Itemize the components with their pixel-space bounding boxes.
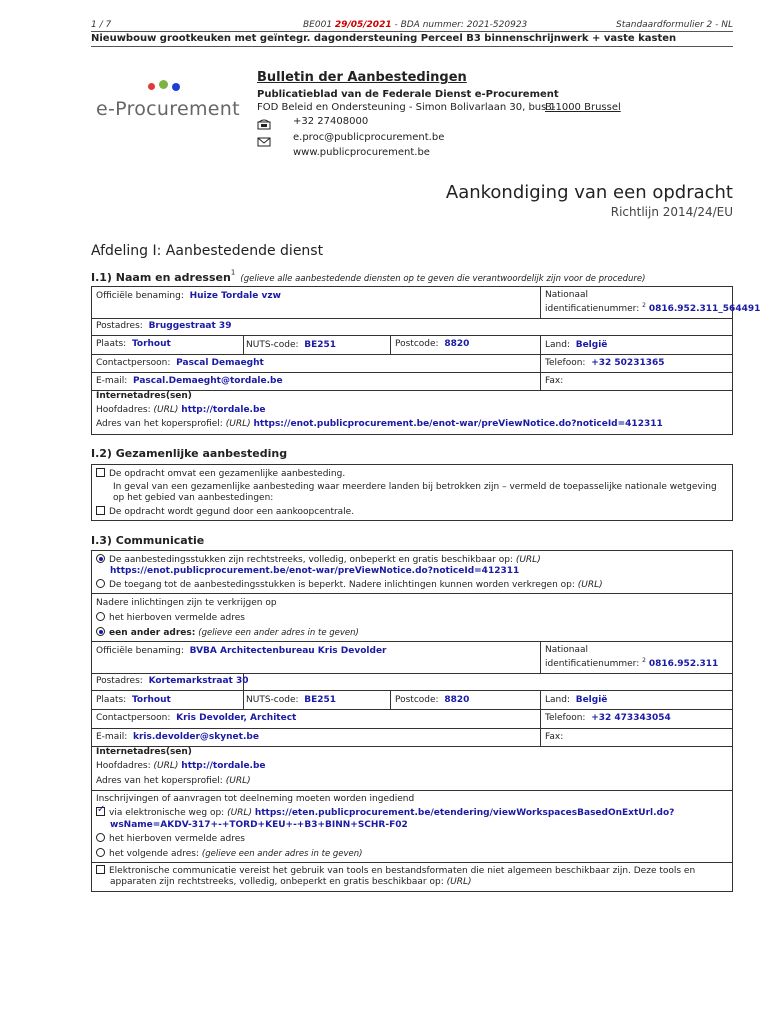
zip2-value: 8820 bbox=[444, 695, 470, 705]
url-tag: (URL) bbox=[153, 761, 179, 771]
country2-value: België bbox=[575, 695, 608, 705]
nat2-value: 0816.952.311 bbox=[648, 659, 719, 669]
header-divider bbox=[91, 31, 733, 32]
publisher-website[interactable]: www.publicprocurement.be bbox=[293, 147, 430, 158]
name-label: Officiële benaming: bbox=[96, 291, 184, 301]
comm-label-1: De aanbestedingsstukken zijn rechtstreeks, volledig, onbeperkt en gratis beschikbaar op: bbox=[109, 555, 513, 565]
tel2-field bbox=[545, 713, 671, 723]
city2-field bbox=[96, 695, 171, 705]
nuts2-label: NUTS-code: bbox=[246, 695, 299, 705]
info-option-2[interactable] bbox=[96, 627, 359, 638]
url-tag: (URL) bbox=[515, 555, 541, 565]
zip2-field bbox=[395, 695, 469, 705]
country-field bbox=[545, 340, 607, 350]
fax-label: Fax: bbox=[545, 376, 564, 386]
email-value[interactable]: Pascal.Demaeght@tordale.be bbox=[132, 376, 283, 386]
country2-label: Land: bbox=[545, 695, 570, 705]
buyer-value[interactable]: https://enot.publicprocurement.be/enot-war/preViewNotice.do?noticeId=412311 bbox=[253, 419, 663, 429]
col-divider bbox=[540, 690, 541, 746]
col-divider bbox=[540, 641, 541, 673]
contact-field bbox=[96, 358, 264, 368]
row-divider bbox=[91, 318, 733, 319]
blue-dot-icon bbox=[172, 83, 180, 91]
radio-selected[interactable] bbox=[96, 627, 105, 636]
project-title: Nieuwbouw grootkeuken met geïntegr. dagondersteuning Perceel B3 binnenschrijnwerk + vaste kasten bbox=[91, 33, 677, 44]
row-divider bbox=[91, 673, 733, 674]
postal-field bbox=[96, 321, 231, 331]
row-divider bbox=[91, 690, 733, 691]
internet2-title: Internetadres(sen) bbox=[96, 747, 192, 757]
url-tag: (URL) bbox=[225, 419, 251, 429]
postal2-field bbox=[96, 676, 249, 686]
main-label: Hoofdadres: bbox=[96, 405, 151, 415]
submit-url-2[interactable]: wsName=AKDV-317+-+TORD+KEU+-+B3+BINN+SCHR-F02 bbox=[110, 820, 408, 830]
buyer-profile bbox=[96, 419, 663, 429]
country-label: Land: bbox=[545, 340, 570, 350]
info-label-1: het hierboven vermelde adres bbox=[109, 613, 245, 623]
postal-label: Postadres: bbox=[96, 321, 143, 331]
contact2-value: Kris Devolder, Architect bbox=[176, 713, 297, 723]
ref-prefix: BE001 bbox=[303, 20, 333, 30]
country-value: België bbox=[575, 340, 608, 350]
comm-label-2: De toegang tot de aanbestedingsstukken is beperkt. Nadere inlichtingen kunnen worden verkregen op: bbox=[109, 580, 575, 590]
col-divider bbox=[390, 690, 391, 709]
publisher-address: FOD Beleid en Ondersteuning - Simon Bolivarlaan 30, bus 1 bbox=[257, 102, 556, 113]
city2-label: Plaats: bbox=[96, 695, 127, 705]
email2-value[interactable]: kris.devolder@skynet.be bbox=[132, 732, 259, 742]
publisher-subtitle: Publicatieblad van de Federale Dienst e-Procurement bbox=[257, 89, 559, 100]
zip-value: 8820 bbox=[444, 339, 470, 349]
comm-option-1[interactable] bbox=[96, 554, 541, 565]
main-value[interactable]: http://tordale.be bbox=[181, 405, 266, 415]
nat2-field bbox=[545, 657, 718, 669]
info-note: (gelieve een ander adres in te geven) bbox=[198, 628, 359, 638]
col-divider bbox=[243, 690, 244, 709]
fax2-label: Fax: bbox=[545, 732, 564, 742]
section-title: Afdeling I: Aanbestedende dienst bbox=[91, 243, 324, 259]
url-tag: (URL) bbox=[227, 808, 252, 818]
name2-label: Officiële benaming: bbox=[96, 646, 184, 656]
row-divider bbox=[91, 641, 733, 642]
green-dot-icon bbox=[159, 80, 168, 89]
row-divider bbox=[91, 372, 733, 373]
submit-label-3: het volgende adres: bbox=[109, 849, 200, 859]
comm-option-2[interactable] bbox=[96, 579, 603, 590]
url-tag: (URL) bbox=[577, 580, 603, 590]
main-address bbox=[96, 405, 266, 415]
i1-note: (gelieve alle aanbestedende diensten op te geven die verantwoordelijk zijn voor de procedure) bbox=[240, 274, 646, 284]
reference bbox=[303, 20, 527, 30]
submit-url-1[interactable]: https://eten.publicprocurement.be/etendering/viewWorkspacesBasedOnExtUrl.do? bbox=[254, 808, 675, 818]
nuts-label: NUTS-code: bbox=[246, 340, 299, 350]
elec-label-2: apparaten zijn rechtstreeks, volledig, onbeperkt en gratis beschikbaar op: bbox=[110, 877, 444, 887]
postal2-label: Postadres: bbox=[96, 676, 143, 686]
joint-option-3[interactable] bbox=[96, 506, 354, 517]
nuts2-field bbox=[246, 695, 336, 705]
radio[interactable] bbox=[96, 848, 105, 857]
city-label: Plaats: bbox=[96, 339, 127, 349]
country2-field bbox=[545, 695, 607, 705]
checkbox-checked[interactable] bbox=[96, 807, 105, 816]
elec-text-2 bbox=[110, 877, 472, 887]
row-divider bbox=[91, 354, 733, 355]
radio[interactable] bbox=[96, 833, 105, 842]
nat2-label: Nationaal bbox=[545, 645, 589, 655]
tel-value: +32 50231365 bbox=[591, 358, 665, 368]
nat-label-2: identificatienummer: bbox=[545, 304, 640, 314]
nuts2-value: BE251 bbox=[304, 695, 337, 705]
info-label-2: een ander adres: bbox=[109, 628, 196, 638]
zip-label: Postcode: bbox=[395, 339, 439, 349]
submit-option-1[interactable] bbox=[96, 807, 674, 818]
nuts-field bbox=[246, 340, 336, 350]
nuts-value: BE251 bbox=[304, 340, 337, 350]
publisher-email[interactable]: e.proc@publicprocurement.be bbox=[293, 132, 445, 143]
postal2-value: Kortemarkstraat 30 bbox=[148, 676, 249, 686]
main2-label: Hoofdadres: bbox=[96, 761, 151, 771]
red-dot-icon bbox=[148, 83, 155, 90]
i3-title: I.3) Communicatie bbox=[91, 534, 205, 547]
nat-field bbox=[545, 302, 760, 314]
i1-sup: 1 bbox=[230, 268, 236, 277]
nat2-label-2: identificatienummer: bbox=[545, 659, 640, 669]
radio[interactable] bbox=[96, 612, 105, 621]
name-value: Huize Tordale vzw bbox=[189, 291, 281, 301]
publisher-title: Bulletin der Aanbestedingen bbox=[257, 70, 467, 85]
joint-text-2b: op het gebied van aanbestedingen: bbox=[113, 493, 274, 503]
form-name: Standaardformulier 2 - NL bbox=[615, 20, 733, 30]
col-divider bbox=[540, 335, 541, 390]
name2-value: BVBA Architectenbureau Kris Devolder bbox=[189, 646, 387, 656]
submit-title: Inschrijvingen of aanvragen tot deelneming moeten worden ingediend bbox=[96, 794, 415, 804]
email-field bbox=[96, 376, 283, 386]
url-tag: (URL) bbox=[153, 405, 179, 415]
elec-option[interactable] bbox=[96, 865, 695, 876]
radio-selected[interactable] bbox=[96, 554, 105, 563]
row-divider bbox=[91, 593, 733, 594]
row-divider bbox=[91, 728, 733, 729]
ref-suffix: - BDA nummer: 2021-520923 bbox=[394, 20, 528, 30]
checkbox[interactable] bbox=[96, 865, 105, 874]
joint-text-2a: In geval van een gezamenlijke aanbesteding waar meerdere landen bij betrokken zijn – vermeld de toepasselijke nationale wetgeving bbox=[113, 482, 717, 492]
city-field bbox=[96, 339, 171, 349]
col-divider bbox=[243, 335, 244, 354]
info-option-1[interactable] bbox=[96, 612, 245, 623]
nat-value: 0816.952.311_564491 bbox=[648, 304, 761, 314]
main2-address bbox=[96, 761, 266, 771]
buyer-label: Adres van het kopersprofiel: bbox=[96, 419, 223, 429]
doc-directive: Richtlijn 2014/24/EU bbox=[610, 205, 733, 219]
info-title: Nadere inlichtingen zijn te verkrijgen op bbox=[96, 598, 277, 608]
i1-title: I.1) Naam en adressen bbox=[91, 271, 231, 284]
name2-field bbox=[96, 646, 387, 656]
submit-label-1: via elektronische weg op: bbox=[109, 808, 225, 818]
col-divider bbox=[540, 286, 541, 318]
email2-label: E-mail: bbox=[96, 732, 128, 742]
doc-title: Aankondiging van een opdracht bbox=[445, 182, 733, 203]
i1-heading bbox=[91, 266, 645, 285]
submit-option-2[interactable] bbox=[96, 833, 245, 844]
row-divider bbox=[91, 335, 733, 336]
email-label: E-mail: bbox=[96, 376, 128, 386]
checkbox[interactable] bbox=[96, 506, 105, 515]
city-value: Torhout bbox=[131, 339, 171, 349]
row-divider bbox=[91, 709, 733, 710]
page-number: 1 / 7 bbox=[91, 20, 112, 30]
publisher-phone: +32 27408000 bbox=[293, 116, 369, 127]
phone-icon bbox=[257, 115, 271, 126]
radio[interactable] bbox=[96, 579, 105, 588]
url-tag: (URL) bbox=[225, 776, 251, 786]
joint-label-1: De opdracht omvat een gezamenlijke aanbesteding. bbox=[109, 469, 346, 479]
tel-field bbox=[545, 358, 665, 368]
tel-label: Telefoon: bbox=[545, 358, 586, 368]
buyer2-label: Adres van het kopersprofiel: bbox=[96, 776, 223, 786]
contact-value: Pascal Demaeght bbox=[176, 358, 264, 368]
ref-date: 29/05/2021 bbox=[334, 20, 392, 30]
tel2-value: +32 473343054 bbox=[591, 713, 671, 723]
publisher-postal: B-1000 Brussel bbox=[545, 102, 621, 113]
row-divider bbox=[91, 862, 733, 863]
city2-value: Torhout bbox=[131, 695, 171, 705]
checkbox[interactable] bbox=[96, 468, 105, 477]
submit-option-3[interactable] bbox=[96, 848, 363, 859]
contact2-field bbox=[96, 713, 296, 723]
tel2-label: Telefoon: bbox=[545, 713, 586, 723]
postal-value: Bruggestraat 39 bbox=[148, 321, 232, 331]
zip2-label: Postcode: bbox=[395, 695, 439, 705]
col-divider bbox=[390, 335, 391, 354]
elec-label-1: Elektronische communicatie vereist het gebruik van tools en bestandsformaten die niet algemeen beschikbaar zijn. Deze tools en bbox=[109, 866, 696, 876]
logo-text: e-Procurement bbox=[96, 98, 240, 120]
email2-field bbox=[96, 732, 259, 742]
joint-label-3: De opdracht wordt gegund door een aankoopcentrale. bbox=[109, 507, 355, 517]
zip-field bbox=[395, 339, 469, 349]
nat-sup: 2 bbox=[642, 302, 646, 309]
nat2-sup: 2 bbox=[642, 657, 646, 664]
logo-dots bbox=[144, 80, 194, 94]
contact2-label: Contactpersoon: bbox=[96, 713, 171, 723]
header-divider-2 bbox=[91, 46, 733, 47]
url-tag: (URL) bbox=[446, 877, 472, 887]
envelope-icon bbox=[257, 132, 271, 142]
submit-note: (gelieve een ander adres in te geven) bbox=[201, 849, 363, 859]
row-divider bbox=[91, 790, 733, 791]
contact-label: Contactpersoon: bbox=[96, 358, 171, 368]
internet-title: Internetadres(sen) bbox=[96, 391, 192, 401]
name-field bbox=[96, 291, 281, 301]
submit-label-2: het hierboven vermelde adres bbox=[109, 834, 245, 844]
buyer2-profile bbox=[96, 776, 251, 786]
joint-option-1[interactable] bbox=[96, 468, 345, 479]
nat-label: Nationaal bbox=[545, 290, 589, 300]
comm-url[interactable]: https://enot.publicprocurement.be/enot-war/preViewNotice.do?noticeId=412311 bbox=[110, 566, 520, 576]
i2-title: I.2) Gezamenlijke aanbesteding bbox=[91, 447, 288, 460]
main2-value[interactable]: http://tordale.be bbox=[181, 761, 266, 771]
